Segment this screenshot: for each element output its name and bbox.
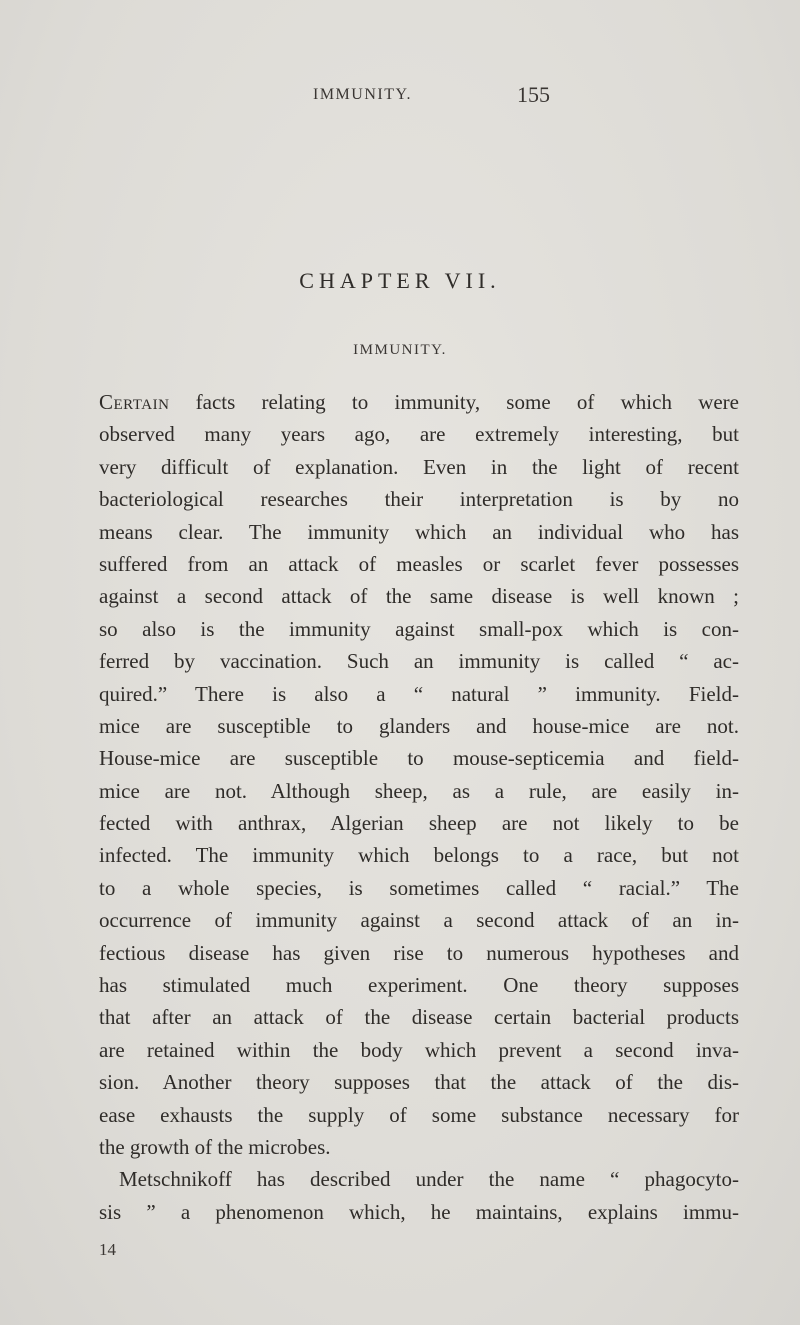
text-line: observed many years ago, are extremely interesting, but	[99, 422, 739, 447]
text-line: House-mice are susceptible to mouse-septicemia and field-	[99, 746, 739, 771]
running-title: IMMUNITY.	[313, 86, 412, 103]
text-line: against a second attack of the same disease is well known ;	[99, 584, 739, 609]
chapter-subtitle: IMMUNITY.	[353, 342, 447, 358]
text-line: suffered from an attack of measles or scarlet fever possesses	[99, 551, 739, 576]
text-line: bacteriological researches their interpretation is by no	[99, 487, 739, 512]
text-line: sion. Another theory supposes that the attack of the dis-	[99, 1070, 739, 1095]
text-line: ferred by vaccination. Such an immunity is called “ ac-	[99, 649, 739, 674]
text-line: so also is the immunity against small-pox which is con-	[99, 616, 739, 641]
lead-word: Certain	[99, 390, 170, 414]
text-line: means clear. The immunity which an individual who has	[99, 519, 739, 544]
text-line: very difficult of explanation. Even in the light of recent	[99, 454, 739, 479]
text-line: occurrence of immunity against a second attack of an in-	[99, 908, 739, 933]
text-line: infected. The immunity which belongs to a race, but not	[99, 843, 739, 868]
body-text	[99, 386, 739, 1228]
text-line: are retained within the body which prevent a second inva-	[99, 1037, 739, 1062]
text-line: Metschnikoff has described under the name “ phagocyto-	[119, 1167, 739, 1192]
text-line	[99, 386, 739, 418]
page-number: 155	[517, 82, 550, 107]
text-line-rest: facts relating to immunity, some of which were	[169, 390, 739, 414]
text-line: has stimulated much experiment. One theory supposes	[99, 973, 739, 998]
running-head	[0, 82, 800, 112]
text-line: fected with anthrax, Algerian sheep are not likely to be	[99, 811, 739, 836]
text-line: to a whole species, is sometimes called “ racial.” The	[99, 875, 739, 900]
text-line: fectious disease has given rise to numerous hypotheses and	[99, 940, 739, 965]
text-line: that after an attack of the disease certain bacterial products	[99, 1005, 739, 1030]
text-line: the growth of the microbes.	[99, 1134, 331, 1159]
text-line: ease exhausts the supply of some substance necessary for	[99, 1102, 739, 1127]
chapter-heading: CHAPTER VII.	[299, 268, 501, 293]
printer-signature: 14	[99, 1240, 116, 1259]
text-line: sis ” a phenomenon which, he maintains, explains immu-	[99, 1199, 739, 1224]
text-line: mice are not. Although sheep, as a rule, are easily in-	[99, 778, 739, 803]
text-line: quired.” There is also a “ natural ” immunity. Field-	[99, 681, 739, 706]
text-line: mice are susceptible to glanders and house-mice are not.	[99, 713, 739, 738]
